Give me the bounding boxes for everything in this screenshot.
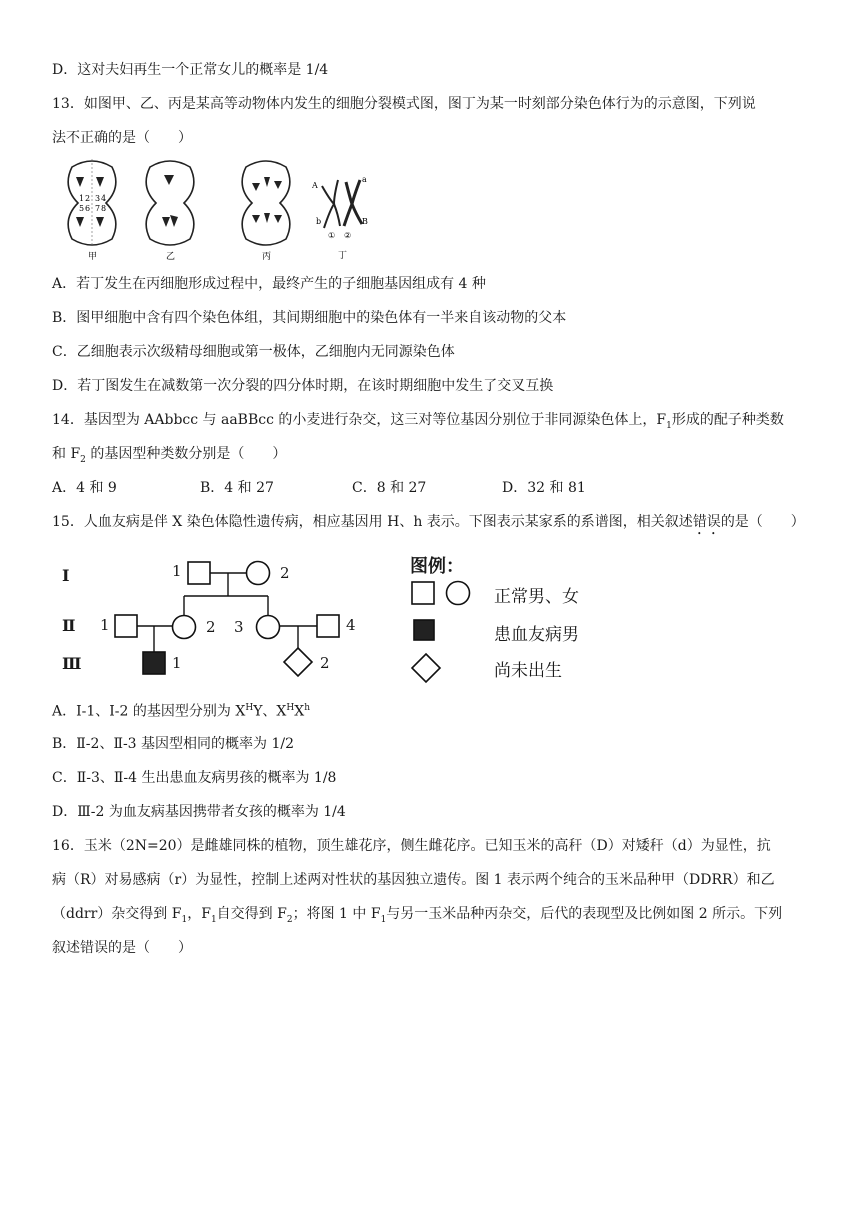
legend-unborn-diamond (412, 654, 440, 682)
II-2-female (173, 616, 196, 639)
q13-option-b: B．图甲细胞中含有四个染色体组，其间期细胞中的染色体有一半来自该动物的父本 (52, 310, 567, 326)
num-I-2: 2 (280, 564, 290, 582)
q16-line2: 病（R）对易感病（r）为显性，控制上述两对性状的基因独立遗传。图 1 表示两个纯合的玉米品种甲（DDRR）和乙 (52, 872, 775, 888)
II-4-male (317, 615, 339, 637)
q13-chromosome-figure-ding (312, 170, 368, 266)
legend-affected-label: 患血友病男 (494, 625, 579, 645)
legend-affected-square (414, 620, 434, 640)
allele-a: a (362, 175, 367, 184)
q13-option-c: C．乙细胞表示次级精母细胞或第一极体，乙细胞内无同源染色体 (52, 344, 455, 360)
chrom-num-4: 4 (101, 194, 107, 203)
num-I-1: 1 (172, 562, 182, 580)
legend-normal-label: 正常男、女 (494, 587, 579, 607)
II-1-male (115, 615, 137, 637)
q15-option-d: D．Ⅲ-2 为血友病基因携带者女孩的概率为 1/4 (52, 804, 346, 820)
q13-option-d: D．若丁图发生在减数第一次分裂的四分体时期，在该时期细胞中发生了交叉互换 (52, 378, 554, 394)
q16-line1: 16．玉米（2N=20）是雌雄同株的植物，顶生雄花序，侧生雌花序。已知玉米的高秆（D）对矮秆（d）为显性，抗 (52, 838, 771, 854)
emphasis-cuowu: 错误 (692, 514, 721, 530)
legend-male-square (412, 582, 434, 604)
q14-options (52, 478, 752, 498)
num-III-2: 2 (320, 654, 330, 672)
q15-option-a: A．Ⅰ-1、Ⅰ-2 的基因型分别为 $X^HY$、$X^HX^h$ (52, 703, 311, 720)
allele-b: b (316, 217, 322, 226)
chrom-num-7: 7 (95, 204, 101, 213)
legend-title: 图例： (410, 556, 464, 577)
q14-option-a: A．4 和 9 (52, 480, 117, 496)
III-1-affected-male (143, 652, 165, 674)
legend-symbols (408, 578, 480, 688)
num-III-1: 1 (172, 654, 182, 672)
cell-yi (146, 161, 194, 262)
circle-1: ① (328, 231, 336, 240)
q14-option-b: B．4 和 27 (200, 480, 274, 496)
chrom-num-2: 2 (85, 194, 91, 203)
q15-stem: 15．人血友病是伴 X 染色体隐性遗传病，相应基因用 H、h 表示。下图表示某家系的系谱图，相关叙述错误的是（ ） (52, 514, 805, 530)
legend-unborn-label: 尚未出生 (494, 661, 562, 681)
cell-bing (242, 161, 290, 262)
q15-option-b: B．Ⅱ-2、Ⅱ-3 基因型相同的概率为 1/2 (52, 736, 295, 752)
I-1-male (188, 562, 210, 584)
legend-female-circle (447, 582, 470, 605)
q13-option-a: A．若丁发生在丙细胞形成过程中，最终产生的子细胞基因组成有 4 种 (52, 276, 486, 292)
III-2-unborn (284, 648, 312, 676)
chrom-num-6: 6 (85, 204, 91, 213)
label-yi: 乙 (166, 252, 176, 262)
I-2-female (247, 562, 270, 585)
label-bing: 丙 (262, 252, 272, 262)
q15-option-c: C．Ⅱ-3、Ⅱ-4 生出患血友病男孩的概率为 1/8 (52, 770, 337, 786)
label-jia: 甲 (88, 252, 98, 262)
q13-cell-division-figure (50, 155, 330, 263)
legend-svg (408, 578, 480, 688)
pedigree-chart (60, 552, 380, 682)
q14-stem-line1: 14．基因型为 AAbbcc 与 aaBBcc 的小麦进行杂交，这三对等位基因分别位于非同源染色体上，$F_1$形成的配子种类数 (52, 412, 784, 431)
generation-II: Ⅱ (62, 616, 76, 635)
generation-III: Ⅲ (62, 654, 82, 673)
chrom-num-5: 5 (79, 204, 85, 213)
q12-option-d: D．这对夫妇再生一个正常女儿的概率是 1/4 (52, 62, 329, 78)
allele-B: B (362, 217, 368, 226)
chrom-num-1: 1 (79, 194, 85, 203)
cell-jia (68, 159, 116, 262)
cell-diagrams (50, 155, 330, 263)
q14-option-c: C．8 和 27 (352, 480, 427, 496)
num-II-2: 2 (206, 618, 216, 636)
q13-stem-line2: 法不正确的是（ ） (52, 130, 192, 146)
chrom-num-8: 8 (101, 204, 107, 213)
q13-stem-line1: 13．如图甲、乙、丙是某高等动物体内发生的细胞分裂模式图，图丁为某一时刻部分染色体行为的示意图，下列说 (52, 96, 756, 112)
allele-A: A (312, 181, 318, 190)
num-II-1: 1 (100, 616, 110, 634)
num-II-4: 4 (346, 616, 356, 634)
II-3-female (257, 616, 280, 639)
chrom-num-3: 3 (95, 194, 101, 203)
num-II-3: 3 (234, 618, 244, 636)
ding-diagram (312, 170, 368, 266)
q16-line3: （ddrr）杂交得到 $F_1$，$F_1$自交得到 $F_2$；将图 1 中 $F_1$与另一玉米品种丙杂交，后代的表现型及比例如图 2 所示。下列 (52, 906, 783, 925)
label-ding: 丁 (338, 251, 348, 261)
generation-I: Ⅰ (62, 566, 70, 585)
q14-stem-line2: 和 $F_2$ 的基因型种类数分别是（ ） (52, 446, 287, 465)
q14-option-d: D．32 和 81 (502, 480, 586, 496)
circle-2: ② (344, 231, 352, 240)
q16-line4: 叙述错误的是（ ） (52, 940, 192, 956)
